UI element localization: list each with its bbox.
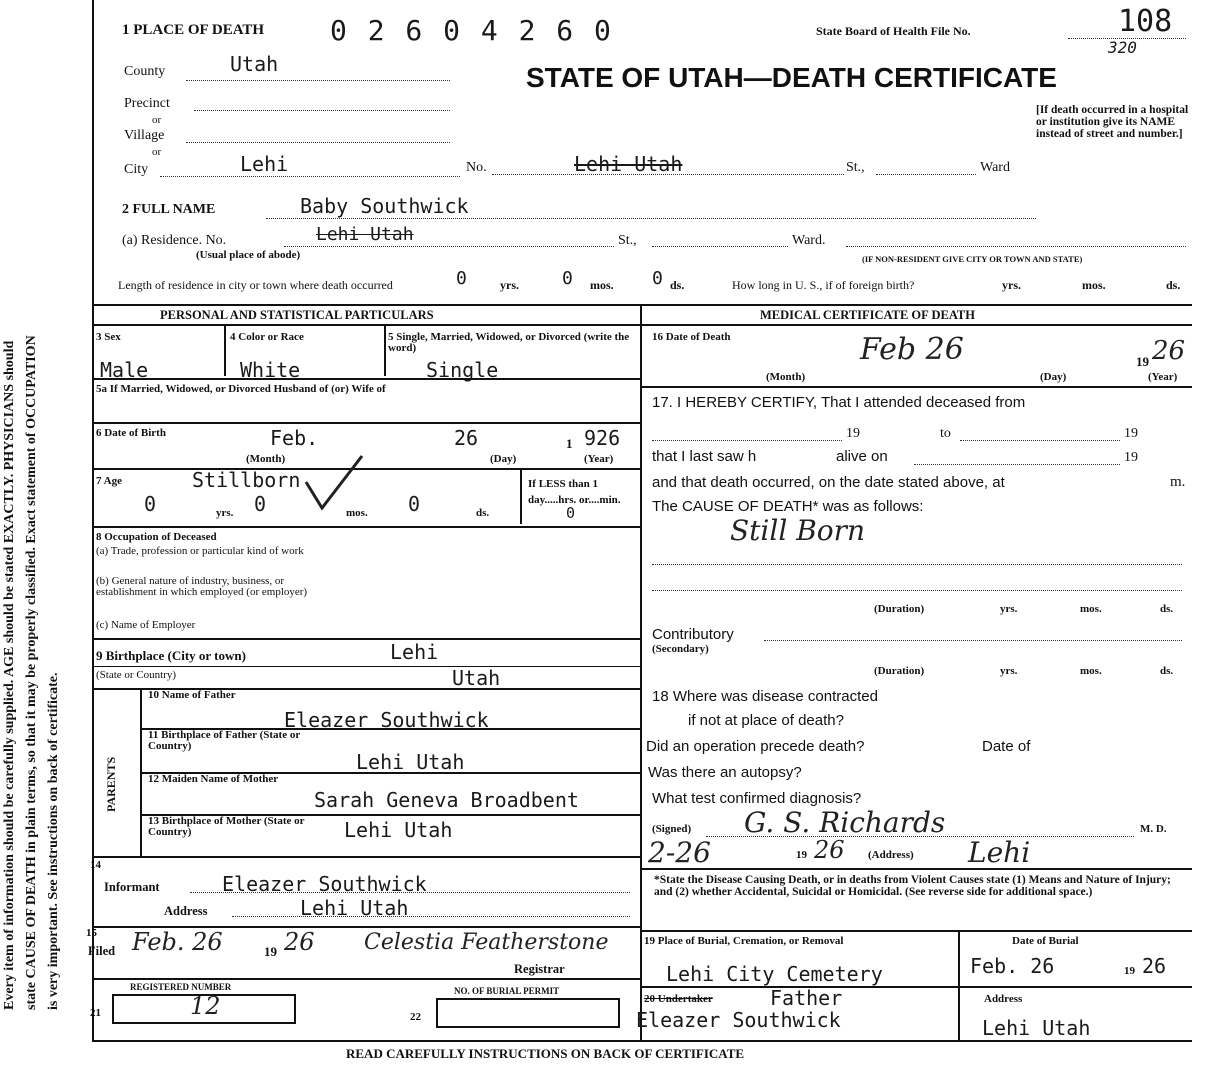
county-value: Utah — [230, 52, 279, 76]
undertaker-address: Lehi Utah — [982, 1016, 1091, 1040]
filed-number: 15 — [86, 927, 97, 939]
autopsy-label: Was there an autopsy? — [648, 764, 802, 781]
q18-label: 18 Where was disease contracted — [652, 688, 878, 705]
duration-mos-2: mos. — [1080, 665, 1102, 677]
month-caption: (Month) — [246, 453, 286, 465]
marital-value: Single — [426, 358, 499, 382]
residence-ward-label: Ward. — [792, 233, 826, 248]
instructions-col-2: state CAUSE OF DEATH in plain terms, so that it may be properly classified. Exact statement of OCCUPATION — [24, 335, 39, 1010]
ward-label: Ward — [980, 160, 1010, 175]
field-21-label: 21 — [90, 1007, 101, 1019]
informant-address: Lehi Utah — [300, 896, 409, 920]
father-birthplace: Lehi Utah — [356, 750, 465, 774]
instructions-col-1: Every item of information should be carefully supplied. AGE should be stated EXACTLY. PHYSICIANS should — [2, 340, 17, 1010]
last-saw-label: that I last saw h — [652, 448, 757, 465]
filed-year-prefix: 19 — [264, 944, 277, 959]
informant-label: Informant — [104, 880, 160, 894]
signature-date: 2-26 — [648, 836, 711, 869]
medical-heading: MEDICAL CERTIFICATE OF DEATH — [760, 308, 975, 322]
city-value: Lehi — [240, 152, 289, 176]
q18-label-2: if not at place of death? — [688, 712, 844, 729]
burial-place: Lehi City Cemetery — [666, 962, 883, 986]
instructions-col-3: is very important. See instructions on back of certificate. — [46, 672, 61, 1010]
alive-19: 19 — [1124, 450, 1138, 465]
file-number-sub: 320 — [1108, 38, 1137, 57]
duration-yrs: yrs. — [1000, 603, 1018, 615]
burial-permit-label: NO. OF BURIAL PERMIT — [454, 986, 560, 996]
us-residence-label: How long in U. S., if of foreign birth? — [732, 278, 915, 292]
precinct-label: Precinct — [124, 96, 170, 111]
street-no-value: Lehi Utah — [574, 152, 683, 176]
residence-years: 0 — [456, 268, 467, 289]
day-caption: (Day) — [490, 453, 517, 465]
occupation-b: (b) General nature of industry, business, or establishment in which employed (or employer) — [96, 575, 308, 598]
residence-st-label: St., — [618, 233, 637, 248]
yrs-caption: yrs. — [216, 507, 234, 519]
section-divider — [92, 304, 1192, 306]
left-border — [92, 0, 94, 1040]
cause-label: The CAUSE OF DEATH* was as follows: — [652, 498, 924, 515]
sex-value: Male — [100, 358, 149, 382]
residence-days: 0 — [652, 268, 663, 289]
informant-number: 14 — [90, 859, 101, 871]
father-birthplace-label: 11 Birthplace of Father (State or Country) — [148, 729, 301, 752]
burial-date-label: Date of Burial — [1012, 935, 1079, 947]
undertaker-top: Father — [770, 986, 843, 1010]
date-of-death-year: 26 — [1152, 336, 1186, 366]
footnote: *State the Disease Causing Death, or in deaths from Violent Causes state (1) Means and Nature of Injury; and (2) whether Accidental, Suicidal or Homicidal. (See reverse side for additional space.) — [654, 874, 1171, 898]
age-months: 0 — [254, 492, 267, 516]
field-22-label: 22 — [410, 1011, 421, 1023]
dod-day-caption: (Day) — [1040, 371, 1067, 383]
dob-month: Feb. — [270, 426, 319, 450]
burial-date: Feb. 26 — [970, 954, 1055, 978]
undertaker-address-label: Address — [984, 993, 1023, 1005]
parents-label: PARENTS — [104, 756, 118, 812]
less-than-day: If LESS than 1 day.....hrs. or....min. — [528, 478, 621, 506]
alive-on-label: alive on — [836, 448, 888, 465]
dob-year-prefix: 1 — [566, 436, 573, 451]
death-time-m: m. — [1170, 474, 1186, 490]
mos-caption: mos. — [346, 507, 368, 519]
residence-label: (a) Residence. No. — [122, 233, 227, 248]
dod-year-prefix: 19 — [1136, 354, 1149, 369]
contributory-label: Contributory — [652, 626, 734, 643]
sex-label: 3 Sex — [96, 331, 121, 343]
mother-name: Sarah Geneva Broadbent — [314, 788, 579, 812]
mother-birthplace: Lehi Utah — [344, 818, 453, 842]
certify-to-label: to — [940, 426, 951, 441]
place-of-death-label: 1 PLACE OF DEATH — [122, 22, 265, 38]
physician-signature: G. S. Richards — [744, 806, 946, 839]
file-number-label: State Board of Health File No. — [816, 24, 971, 38]
color-value: White — [240, 358, 301, 382]
length-of-residence-label: Length of residence in city or town where death occurred — [118, 278, 393, 292]
filed-date: Feb. 26 — [132, 928, 223, 956]
father-name: Eleazer Southwick — [284, 708, 489, 732]
md-label: M. D. — [1140, 823, 1167, 835]
secondary-label: (Secondary) — [652, 643, 709, 655]
dob-day: 26 — [454, 426, 479, 450]
mother-birthplace-label: 13 Birthplace of Mother (State or Country) — [148, 815, 305, 838]
burial-year-prefix: 19 — [1124, 965, 1135, 977]
age-note: Stillborn — [192, 468, 301, 492]
footer-instructions: READ CAREFULLY INSTRUCTIONS ON BACK OF CERTIFICATE — [346, 1046, 745, 1061]
informant-name: Eleazer Southwick — [222, 872, 427, 896]
duration-yrs-2: yrs. — [1000, 665, 1018, 677]
county-label: County — [124, 64, 166, 79]
dod-year-caption: (Year) — [1148, 371, 1178, 383]
us-mos-label: mos. — [1082, 278, 1106, 292]
hospital-note: [If death occurred in a hospital or institution give its NAME instead of street and number.] — [1036, 104, 1189, 140]
spouse-label: 5a If Married, Widowed, or Divorced Husband of (or) Wife of — [96, 383, 386, 395]
residence-sub: (Usual place of abode) — [196, 249, 301, 261]
birthplace-label: 9 Birthplace (City or town) — [96, 648, 246, 663]
check-mark — [300, 452, 370, 512]
cause-of-death: Still Born — [730, 514, 866, 547]
year-caption: (Year) — [584, 453, 614, 465]
operation-date-label: Date of — [982, 738, 1031, 755]
less-min-value: 0 — [566, 504, 576, 522]
burial-place-label: 19 Place of Burial, Cremation, or Removal — [644, 935, 844, 947]
residence-months: 0 — [562, 268, 573, 289]
filed-year: 26 — [284, 928, 315, 956]
birthplace-state-label: (State or Country) — [96, 669, 177, 681]
st-label: St., — [846, 160, 865, 175]
village-label: Village — [124, 128, 165, 143]
death-occurred-line: and that death occurred, on the date stated above, at — [652, 474, 1005, 491]
age-label: 7 Age — [96, 475, 122, 487]
mos-label: mos. — [590, 278, 614, 292]
dod-month-caption: (Month) — [766, 371, 806, 383]
city-label: City — [124, 162, 149, 177]
ds-label: ds. — [670, 278, 685, 292]
nonresident-note: (IF NON-RESIDENT GIVE CITY OR TOWN AND STATE) — [862, 254, 1083, 264]
certify-line: 17. I HEREBY CERTIFY, That I attended deceased from — [652, 394, 1026, 411]
signed-label: (Signed) — [652, 823, 692, 835]
duration-ds: ds. — [1160, 603, 1174, 615]
ds-caption: ds. — [476, 507, 490, 519]
or-label: or — [152, 146, 162, 158]
registered-number: 12 — [190, 992, 221, 1020]
undertaker-name: Eleazer Southwick — [636, 1008, 841, 1032]
or-label: or — [152, 114, 162, 126]
informant-address-label: Address — [164, 904, 208, 918]
occupation-label: 8 Occupation of Deceased — [96, 531, 217, 543]
bottom-border — [92, 1040, 1192, 1042]
duration-label-2: (Duration) — [874, 665, 925, 677]
street-no-label: No. — [466, 160, 487, 175]
signature-year: 26 — [814, 836, 845, 864]
date-of-death-md: Feb 26 — [860, 332, 964, 367]
certificate-number: 0 2 6 0 4 2 6 0 — [330, 14, 613, 47]
address-label: (Address) — [868, 849, 914, 861]
burial-permit-box — [436, 998, 620, 1028]
full-name-value: Baby Southwick — [300, 194, 469, 218]
age-years: 0 — [144, 492, 157, 516]
burial-year: 26 — [1142, 954, 1167, 978]
registrar-signature: Celestia Featherstone — [364, 930, 609, 955]
marital-label: 5 Single, Married, Widowed, or Divorced (write the word) — [388, 331, 630, 354]
full-name-label: 2 FULL NAME — [122, 202, 216, 217]
birthplace-state: Utah — [452, 666, 501, 690]
physician-address: Lehi — [968, 836, 1031, 869]
registered-number-label: REGISTERED NUMBER — [130, 982, 232, 992]
residence-value: Lehi Utah — [316, 224, 414, 245]
occupation-a: (a) Trade, profession or particular kind of work — [96, 545, 304, 557]
undertaker-label: 20 Undertaker — [644, 993, 713, 1005]
date-of-death-label: 16 Date of Death — [652, 331, 731, 343]
duration-label: (Duration) — [874, 603, 925, 615]
mother-label: 12 Maiden Name of Mother — [148, 773, 279, 785]
age-days: 0 — [408, 492, 421, 516]
signature-year-prefix: 19 — [796, 849, 807, 861]
file-number: 108 — [1118, 4, 1173, 39]
certify-to-19: 19 — [1124, 426, 1138, 441]
duration-ds-2: ds. — [1160, 665, 1174, 677]
duration-mos: mos. — [1080, 603, 1102, 615]
personal-heading: PERSONAL AND STATISTICAL PARTICULARS — [160, 308, 434, 322]
us-yrs-label: yrs. — [1002, 278, 1021, 292]
test-label: What test confirmed diagnosis? — [652, 790, 862, 807]
operation-label: Did an operation precede death? — [646, 738, 865, 755]
color-label: 4 Color or Race — [230, 331, 304, 343]
dob-label: 6 Date of Birth — [96, 427, 166, 439]
yrs-label: yrs. — [500, 278, 519, 292]
certify-from-19: 19 — [846, 426, 860, 441]
occupation-c: (c) Name of Employer — [96, 619, 196, 631]
registrar-label: Registrar — [514, 962, 565, 976]
birthplace-city: Lehi — [390, 640, 439, 664]
certificate-title: STATE OF UTAH—DEATH CERTIFICATE — [526, 62, 1057, 93]
us-ds-label: ds. — [1166, 278, 1181, 292]
filed-label: Filed — [88, 944, 116, 958]
dob-year: 926 — [584, 426, 621, 450]
father-label: 10 Name of Father — [148, 689, 236, 701]
